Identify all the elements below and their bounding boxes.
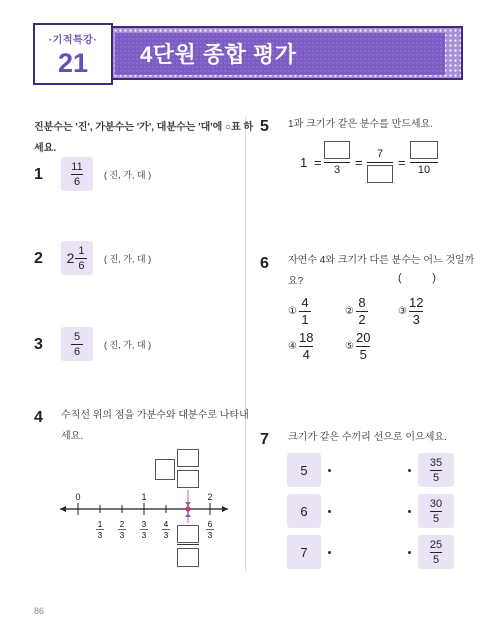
q2-fraction-box: [61, 241, 93, 275]
q4-mixed-numerator-box[interactable]: [177, 449, 199, 467]
svg-text:2: 2: [119, 520, 125, 529]
q5-bar-1: [324, 162, 350, 163]
q4-mixed-denominator-box[interactable]: [177, 470, 199, 488]
number-line-labels: [75, 492, 214, 540]
q4-line-1: 수직선 위의 점을 가분수와 대분수로 나타내: [61, 410, 249, 421]
svg-text:3: 3: [141, 531, 147, 540]
question-5-number: 5: [260, 118, 269, 135]
q7-right-dot-1[interactable]: [408, 469, 411, 472]
number-line-fraction-label: [140, 520, 148, 540]
question-2-number: 2: [34, 250, 43, 267]
question-6-number: 6: [260, 255, 269, 272]
q2-whole: 2: [66, 250, 75, 266]
q5-bar-2: [367, 162, 393, 163]
q1-choices[interactable]: ( 진, 가, 대 ): [104, 170, 152, 180]
lesson-number: 21: [57, 48, 89, 78]
q6-option-1-label: ①: [288, 306, 297, 317]
question-3-number: 3: [34, 336, 43, 353]
q2-choices[interactable]: ( 진, 가, 대 ): [104, 254, 152, 264]
q5-bar-3: [410, 162, 438, 163]
q5-denominator-3: 10: [417, 164, 431, 176]
q5-equal-2: =: [355, 155, 363, 170]
q7-left-2[interactable]: 6: [287, 494, 321, 528]
q6-option-5[interactable]: ⑤ $\frac{20}{5}$: [345, 330, 371, 362]
q7-left-dot-3[interactable]: [328, 551, 331, 554]
q4-line-2: 세요.: [61, 431, 84, 442]
q7-left-1[interactable]: 5: [287, 453, 321, 487]
number-line-integer-label: 0: [75, 492, 81, 502]
q4-text: [61, 405, 249, 447]
q5-equal-3: =: [398, 155, 406, 170]
q4-mixed-whole-box[interactable]: [155, 459, 175, 480]
number-line-point: [185, 506, 190, 511]
question-1-number: 1: [34, 166, 43, 183]
intro-line-1: 진분수는 '진', 가분수는 '가', 대분수는 '대'에 ○표 하: [34, 122, 254, 133]
svg-text:3: 3: [207, 531, 213, 540]
q6-option-1[interactable]: ① $\frac{4}{1}$: [288, 296, 311, 327]
svg-text:3: 3: [163, 531, 169, 540]
q5-denominator-box-2[interactable]: [367, 165, 393, 183]
intro-instruction: [34, 117, 253, 159]
q1-denominator: 6: [73, 175, 81, 188]
q5-text: 1과 크기가 같은 분수를 만드세요.: [288, 119, 434, 130]
svg-text:6: 6: [207, 520, 213, 529]
lesson-label: ·기적특강·: [48, 35, 98, 46]
q6-option-2-label: ②: [345, 306, 354, 317]
page-title: 4단원 종합 평가: [140, 42, 297, 67]
number-line-fraction-label: [96, 520, 104, 540]
q6-option-3[interactable]: ③ $\frac{12}{3}$: [398, 295, 424, 327]
q6-option-4-label: ④: [288, 341, 297, 352]
q6-option-2[interactable]: ② $\frac{8}{2}$: [345, 296, 368, 327]
question-4-number: 4: [34, 409, 43, 426]
q1-numerator: 11: [71, 160, 83, 173]
q5-numerator-box-1[interactable]: [324, 141, 350, 159]
intro-line-2: 세요.: [34, 143, 57, 154]
svg-text:4: 4: [163, 520, 169, 529]
number-line-left-arrow: [60, 506, 66, 512]
q6-option-4[interactable]: ④ $\frac{18}{4}$: [288, 330, 314, 362]
svg-text:3: 3: [97, 531, 103, 540]
q6-option-5-label: ⑤: [345, 341, 354, 352]
number-line-integer-label: 1: [141, 492, 147, 502]
number-line-integer-label: 2: [207, 492, 213, 502]
q7-left-dot-2[interactable]: [328, 510, 331, 513]
q3-fraction-box: [61, 327, 93, 361]
q5-denominator-1: 3: [333, 164, 341, 176]
q4-number-line: [58, 490, 230, 570]
number-line-right-arrow: [222, 506, 228, 512]
q7-right-dot-2[interactable]: [408, 510, 411, 513]
q3-denominator: 6: [73, 345, 81, 358]
q5-one: 1: [300, 155, 308, 170]
q1-fraction: [71, 161, 83, 188]
q7-right-dot-3[interactable]: [408, 551, 411, 554]
number-line-fraction-label: [206, 520, 214, 540]
q2-numerator: 1: [78, 244, 85, 257]
q7-right-3[interactable]: $\frac{25}{5}$: [418, 535, 454, 569]
q7-text: 크기가 같은 수끼리 선으로 이으세요.: [288, 432, 447, 443]
q4-arrow-down-head: [185, 513, 191, 517]
q6-line-1: 자연수 4와 크기가 다른 분수는 어느 것일까: [288, 255, 475, 266]
page-number: 86: [34, 606, 45, 616]
q6-line-2: 요?: [288, 276, 304, 287]
q3-choices[interactable]: ( 진, 가, 대 ): [104, 340, 152, 350]
svg-text:3: 3: [141, 520, 147, 529]
q6-answer-paren[interactable]: ( ): [398, 272, 436, 284]
svg-text:1: 1: [97, 520, 103, 529]
number-line-fraction-label: [118, 520, 126, 540]
svg-text:3: 3: [119, 531, 125, 540]
q2-denominator: 6: [78, 259, 85, 272]
number-line-fraction-label: [162, 520, 170, 540]
q7-right-2[interactable]: $\frac{30}{5}$: [418, 494, 454, 528]
q7-left-dot-1[interactable]: [328, 469, 331, 472]
q3-numerator: 5: [73, 330, 81, 343]
q7-left-3[interactable]: 7: [287, 535, 321, 569]
q5-numerator-box-3[interactable]: [410, 141, 438, 159]
q6-text: [288, 250, 474, 292]
q1-fraction-box: [61, 157, 93, 191]
lesson-badge: [33, 23, 113, 85]
q5-numerator-2: 7: [376, 148, 384, 160]
q2-fraction: [75, 245, 87, 272]
question-7-number: 7: [260, 431, 269, 448]
q5-equal-1: =: [314, 155, 322, 170]
q3-fraction: [71, 331, 83, 358]
q7-right-1[interactable]: $\frac{35}{5}$: [418, 453, 454, 487]
column-divider: [245, 116, 246, 571]
q6-option-3-label: ③: [398, 306, 407, 317]
